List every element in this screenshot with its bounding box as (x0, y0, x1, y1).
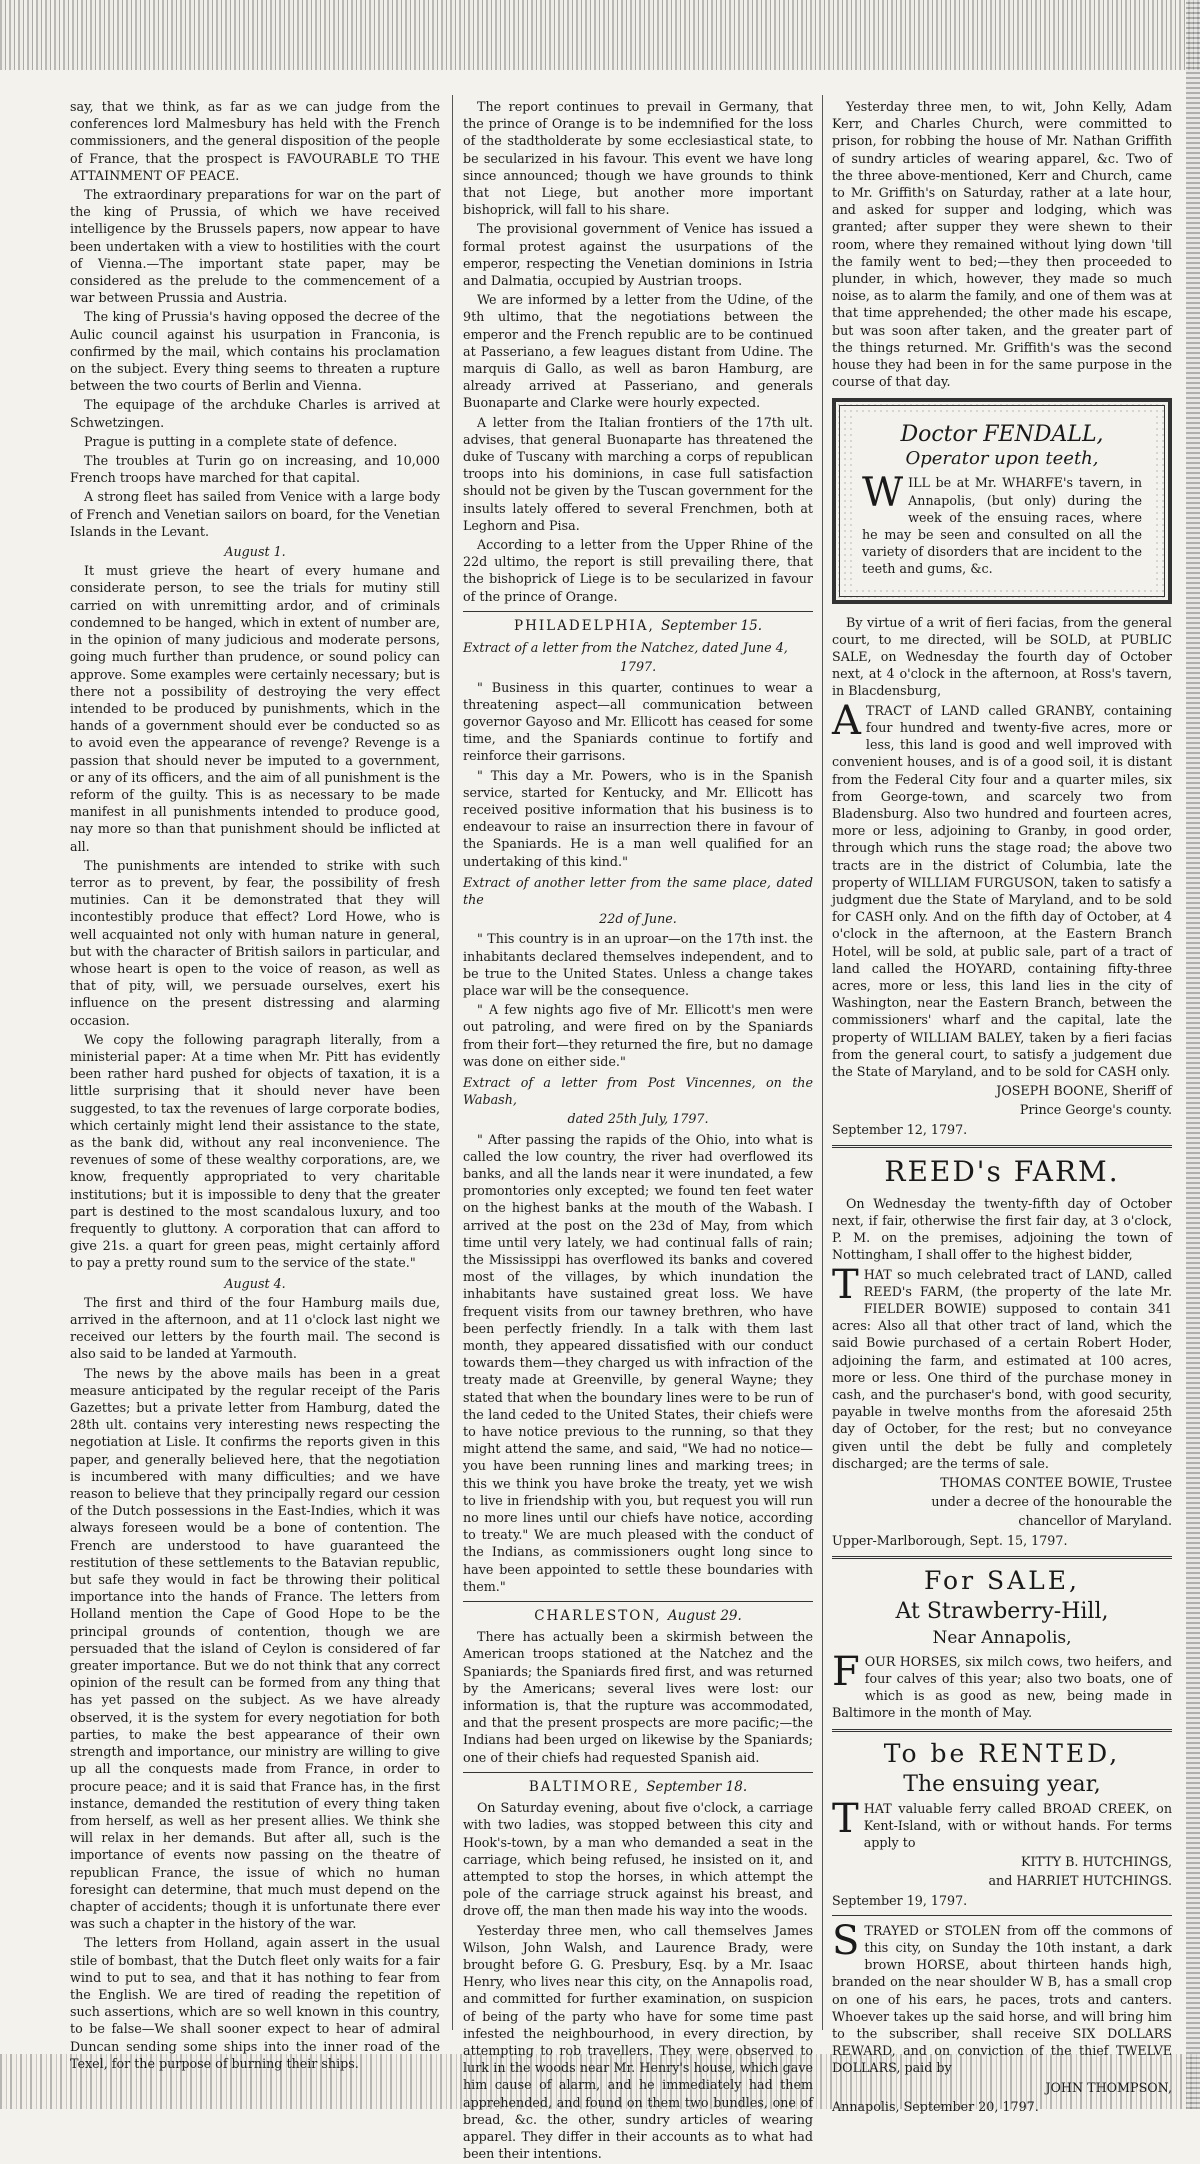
ad-body (862, 470, 1142, 577)
ad-date: September 12, 1797. (832, 1121, 968, 1137)
paragraph: On Saturday evening, about five o'clock, a carriage with two ladies, was stopped between this city and Hook's-town, by a man who demanded a seat in the carriage, which being refused, he insisted on it, and attempted to stop the horses, in which attempt the pole of the carriage struck against his breast, and drove off, the man then made his way into the woods. (463, 1800, 813, 1919)
column-rule-2 (822, 95, 823, 2030)
paragraph: There has actually been a skirmish between the American troops stationed at the Natchez and the Spaniards; the Spaniards fired first, and was returned by the Americans; several lives were lost: our information is, that the rupture was accommodated, and that the present prospects are more pacific;—the Indians had been urged on likewise by the Spaniards; one of their chiefs had requested Spanish aid. (463, 1629, 813, 1765)
paragraph: The provisional government of Venice has issued a formal protest against the usurpations of the emperor, respecting the Venetian dominions in Istria and Dalmatia, occupied by Austrian troops. (463, 221, 813, 289)
signature: THOMAS CONTEE BOWIE, Trustee (940, 1475, 1172, 1491)
section-date: August 1. (224, 544, 286, 560)
signature-title: Prince George's county. (1019, 1102, 1172, 1118)
ad-date: September 19, 1797. (832, 1892, 968, 1908)
ad-date: Annapolis, September 20, 1797. (832, 2098, 1039, 2114)
ad-body (832, 1917, 1172, 2077)
signature-title: under a decree of the honourable the (931, 1494, 1172, 1510)
ad-subtitle: The ensuing year, (903, 1771, 1101, 1797)
column-middle (463, 98, 813, 2164)
ad-body (832, 1648, 1172, 1722)
ad-doctor-fendall-inner (852, 414, 1152, 587)
paragraph: According to a letter from the Upper Rhine of the 22d ultimo, the report is still prevailing there, that the bishoprick of Liege is to be secularized in favour of the prince of Orange. (463, 537, 813, 604)
extract-date: 1797. (619, 659, 657, 675)
ad-body-text: TRACT of LAND called GRANBY, containing four hundred and twenty-five acres, more or less, this land is good and well improved with convenient houses, and is of a good soil, it is distant from the Federal City four and a quarter miles, six from George-town, and scarcely two from Bladensburg. Also two hundred and fourteen acres, more or less, adjoining to Granby, in good order, through which runs the stage road; the above two tracts are in the district of Columbia, late the property of WILLIAM FURGUSON, taken to satisfy a judgment due the State of Maryland, and to be sold for CASH only. And on the fifth day of October, at 4 o'clock in the afternoon, at the Eastern Branch Hotel, will be sold, at public sale, part of a tract of land called the HOYARD, containing fifty-three acres, more or less, this land lies in the city of Washington, near the Eastern Branch, between the commissioners' wharf and the capital, late the property of WILLIAM BALEY, taken by a fieri facias from the general court, to satisfy a judgement due the State of Maryland, and to be sold for CASH only. (832, 702, 1172, 1079)
paragraph: " This day a Mr. Powers, who is in the Spanish service, started for Kentucky, and Mr. Ellicott has received positive information that his business is to endeavour to raise an insurrection there in favour of the Spaniards. He is a man well qualified for an undertaking of this kind." (463, 767, 813, 869)
paragraph: The report continues to prevail in Germany, that the prince of Orange is to be indemnified for the loss of the stadtholderate by some ecclesiastical state, to be secularized in his favour. This event we have long since announced; though we have grounds to think that not Liege, but another more important bishoprick, will fall to his share. (463, 99, 813, 218)
divider (463, 1772, 813, 1773)
ad-title: To be RENTED, (883, 1738, 1121, 1768)
ad-body-text: HAT so much celebrated tract of LAND, called REED's FARM, (the property of the late Mr. FIELDER BOWIE) supposed to contain 341 acres: Also all that other tract of land, which the said Bowie purchased of a certain Robert Hoder, adjoining the farm, and estimated at 100 acres, more or less. One third of the purchase money in cash, and the purchaser's bond, with good security, payable in twelve months from the aforesaid 25th day of October, for the rest; but no conveyance given until the debt be fully and completely discharged; are the terms of sale. (832, 1266, 1172, 1471)
dateline-date: August 29. (667, 1608, 742, 1625)
paragraph: The punishments are intended to strike with such terror as to prevent, by fear, the possibility of fresh mutinies. Can it be demonstrated that they will incontestibly produce that effect? Lord Howe, who is well acquainted not only with human nature in general, but with the character of British sailors in particular, and whose heart is open to the voice of reason, as well as that of pity, will, we persuade ourselves, exert his influence on the present distressing and alarming occasion. (70, 857, 440, 1028)
dateline-baltimore (463, 1779, 813, 1796)
signature: JOSEPH BOONE, Sheriff of (996, 1083, 1172, 1099)
column-left (70, 98, 440, 2074)
paragraph: Yesterday three men, who call themselves James Wilson, John Walsh, and Laurence Brady, were brought before G. G. Presbury, Esq. by a Mr. Isaac Henry, who lives near this city, on the Annapolis road, and committed for further examination, on suspicion of being of the party who have for some time past infested the neighbourhood, in every direction, by attempting to rob travellers. They were observed to lurk in the woods near Mr. Henry's house, which gave him cause of alarm, and he immediately had them apprehended, and found on them two bundles, one of bread, &c. the other, sundry articles of wearing apparel. They differ in their accounts as to what had been their intentions. (463, 1922, 813, 2162)
ad-doctor-fendall (832, 398, 1172, 603)
paragraph: The news by the above mails has been in a great measure anticipated by the regular receipt of the Paris Gazettes; but a private letter from Hamburg, dated the 28th ult. contains very interesting news respecting the negotiation at Lisle. It confirms the reports given in this paper, and generally believed here, that the negotiation is incumbered with many difficulties; and we have reason to believe that they principally regard our cession of the Dutch possessions in the East-Indies, which it was always foreseen would be a bone of contention. The French are understood to have guaranteed the restitution of these settlements to the Batavian republic, but safe they would in fact be throwing their political importance into the hands of France. The letters from Holland mention the Cape of Good Hope to be the principal grounds of contention, though we are persuaded that the island of Ceylon is considered of far greater importance. But we do not think that any correct opinion of the result can be formed from any thing that has yet passed on the subject. As we have already observed, it is the system for every negotiation for both parties, to make the best appearance of their own strength and importance, our ministry are willing to give up all the conquests made from France, in order to procure peace; and it is said that France has, in the first instance, demanded the restitution of every thing taken from herself, as well as her present allies. We think she will relax in her demands. But after all, such is the importance of events now passing on the theatre of republican France, the issue of which no human foresight can determine, that much must depend on the chapter of accidents; though it is unfortunate there ever was such a chapter in the history of the war. (70, 1365, 440, 1932)
paragraph: " This country is in an uproar—on the 17th inst. the inhabitants declared themselves independent, and to be true to the United States. Unless a change takes place war will be the consequence. (463, 931, 813, 998)
section-date: August 4. (224, 1275, 286, 1291)
drop-cap: W (862, 470, 904, 517)
paragraph: Yesterday three men, to wit, John Kelly, Adam Kerr, and Charles Church, were committed to prison, for robbing the house of Mr. Nathan Griffith of sundry articles of wearing apparel, &c. Two of the three above-mentioned, Kerr and Church, came to Mr. Griffith's on Saturday, rather at a late hour, and asked for supper and lodging, which was granted; after supper they were shewn to their room, where they remained without lying down 'till the family went to bed;—they then proceeded to plunder, in which, however, they made so much noise, as to alarm the family, and one of them was at that time apprehended; the other made his escape, but was soon after taken, and the greater part of the things returned. Mr. Griffith's was the second house they had been in for the same purpose in the course of that day. (832, 99, 1172, 390)
extract-heading: Extract of a letter from Post Vincennes, on the Wabash, (463, 1074, 813, 1108)
paragraph: The king of Prussia's having opposed the decree of the Aulic council against his usurpation in Franconia, is confirmed by the mail, which contains his proclamation on the subject. Every thing seems to threaten a rupture between the two courts of Berlin and Vienna. (70, 309, 440, 394)
paragraph: The extraordinary preparations for war on the part of the king of Prussia, of which we have received intelligence by the Brussels papers, now appear to have been undertaken with a view to hostilities with the court of Vienna.—The important state paper, may be considered as the prelude to the commencement of a war between Prussia and Austria. (70, 187, 440, 306)
drop-cap: F (832, 1648, 860, 1695)
dateline-city: CHARLESTON, (534, 1608, 662, 1625)
signature: and HARRIET HUTCHINGS. (988, 1873, 1172, 1889)
drop-cap: T (832, 1261, 859, 1308)
ad-title: For SALE, (924, 1565, 1080, 1595)
divider (832, 1145, 1172, 1148)
drop-cap: S (832, 1917, 860, 1964)
ad-sheriff-sale-body (832, 697, 1172, 1080)
divider (832, 1556, 1172, 1559)
signature-title: chancellor of Maryland. (1018, 1513, 1172, 1529)
dateline-city: PHILADELPHIA, (513, 617, 655, 634)
scan-edge-top (0, 0, 1200, 70)
paragraph: We copy the following paragraph literally, from a ministerial paper: At a time when Mr. Pitt has evidently been rather hard pushed for objects of taxation, it is a little surprising that it should never have been suggested, to tax the revenues of large corporate bodies, which certainly might lend their assistance to the state, as the bank did, without any real inconvenience. The revenues of some of these wealthy corporations, are, we know, frequently appropriated to very charitable institutions; but it is impossible to deny that the greater part is destined to the most scandalous luxury, and too frequently to gluttony. A corporation that can afford to give 21s. a quart for green peas, might certainly afford to pay a pretty round sum to the service of the state." (70, 1031, 440, 1271)
ad-subtitle: At Strawberry-Hill, (895, 1598, 1109, 1624)
divider (463, 1601, 813, 1602)
ad-body-text: HAT valuable ferry called BROAD CREEK, on Kent-Island, with or without hands. For terms apply to (863, 1800, 1172, 1851)
drop-cap: A (832, 697, 861, 744)
dateline-date: September 18. (646, 1778, 748, 1795)
ad-subtitle: Near Annapolis, (932, 1627, 1072, 1648)
paragraph: The equipage of the archduke Charles is arrived at Schwetzingen. (70, 397, 440, 430)
dateline-city: BALTIMORE, (528, 1778, 640, 1795)
ad-title: Doctor FENDALL, (900, 422, 1104, 448)
paragraph: The first and third of the four Hamburg mails due, arrived in the afternoon, and at 11 o'clock last night we received our letters by the fourth mail. The second is also said to be landed at Yarmouth. (70, 1294, 440, 1362)
paragraph: It must grieve the heart of every humane and considerate person, to see the trials for mutiny still carried on with unremitting ardor, and of criminals condemned to be hanged, which in extent of number are, in the opinion of many judicious and moderate persons, going much further than prudence, or sound policy can approve. Some examples were certainly necessary; but is there not a possibility of destroying the very effect intended to be produced by punishments, which in the hands of a government should ever be conducted so as to avoid even the appearance of revenge? Revenge is a passion that should never be imputed to a government, or any of its officers, and the aim of all punishment is the reform of the guilty. This is as necessary to be made manifest in all punishments intended to produce good, nay more so than that punishment should be inflicted at all. (70, 563, 440, 854)
column-rule-1 (452, 95, 453, 2030)
ad-body-text: TRAYED or STOLEN from off the commons of this city, on Sunday the 10th instant, a dark brown HORSE, about thirteen hands high, branded on the near shoulder W B, has a small crop on one of his ears, he paces, trots and canters. Whoever takes up the said horse, and will bring him to the subscriber, shall receive SIX DOLLARS REWARD, and on conviction of the thief TWELVE DOLLARS, paid by (832, 1922, 1172, 2076)
paragraph: " A few nights ago five of Mr. Ellicott's men were out patroling, and were fired on by the Spaniards from their fort—they returned the fire, but no damage was done on either side." (463, 1002, 813, 1069)
divider (832, 1915, 1172, 1916)
paragraph: say, that we think, as far as we can judge from the conferences lord Malmesbury has held with the French commissioners, and the general disposition of the people of France, that the prospect is FAVOURABLE TO THE ATTAINMENT OF PEACE. (70, 99, 440, 183)
divider (463, 611, 813, 612)
ad-body-text: OUR HORSES, six milch cows, two heifers, and four calves of this year; also two boats, one of which is as good as new, being made in Baltimore in the month of May. (832, 1653, 1172, 1721)
extract-heading: Extract of a letter from the Natchez, dated June 4, (463, 640, 788, 656)
signature: JOHN THOMPSON, (1045, 2079, 1172, 2095)
paragraph: A strong fleet has sailed from Venice with a large body of French and Venetian sailors on board, for the Venetian Islands in the Levant. (70, 489, 440, 539)
paragraph: The troubles at Turin go on increasing, and 10,000 French troops have marched for that capital. (70, 453, 440, 486)
paragraph: We are informed by a letter from the Udine, of the 9th ultimo, that the negotiations between the emperor and the French republic are to be continued at Passeriano, a few leagues distant from Udine. The marquis di Gallo, as well as baron Hamburg, are already arrived at Passeriano, and generals Buonaparte and Clarke were hourly expected. (463, 292, 813, 411)
dateline-date: September 15. (661, 617, 763, 634)
ad-subtitle: Operator upon teeth, (905, 448, 1099, 470)
paragraph: Prague is putting in a complete state of defence. (84, 433, 398, 449)
dateline-philadelphia (463, 618, 813, 635)
ad-sheriff-sale-intro: By virtue of a writ of fieri facias, from the general court, to me directed, will be SOLD, at PUBLIC SALE, on Wednesday the fourth day of October next, at 4 o'clock in the afternoon, at Ross's tavern, in Blacdensburg, (832, 614, 1172, 699)
ad-date: Upper-Marlborough, Sept. 15, 1797. (832, 1532, 1068, 1548)
column-right (832, 98, 1172, 2117)
dateline-charleston (463, 1608, 813, 1625)
drop-cap: T (832, 1795, 859, 1842)
paragraph: " Business in this quarter, continues to wear a threatening aspect—all communication between governor Gayoso and Mr. Ellicott has ceased for some time, and the Spaniards continue to fortify and reinforce their garrisons. (463, 679, 813, 764)
divider (832, 1729, 1172, 1732)
paragraph: A letter from the Italian frontiers of the 17th ult. advises, that general Buonaparte has threatened the duke of Tuscany with marching a corps of republican troops into his dominions, in case full satisfaction should not be given by the Tuscan government for the insults lately offered to several Frenchmen, both at Leghorn and Pisa. (463, 414, 813, 533)
ad-body (832, 1261, 1172, 1472)
ad-body-text: ILL be at Mr. WHARFE's tavern, in Annapolis, (but only) during the week of the ensuing races, where he may be seen and consulted on all the variety of disorders that are incident to the teeth and gums, &c. (862, 475, 1142, 577)
ad-body: On Wednesday the twenty-fifth day of October next, if fair, otherwise the first fair day, at 3 o'clock, P. M. on the premises, adjoining the town of Nottingham, I shall offer to the highest bidder, (832, 1195, 1172, 1263)
extract-heading: Extract of another letter from the same place, dated the (463, 874, 813, 907)
extract-date: dated 25th July, 1797. (567, 1111, 709, 1127)
scan-edge-right (1186, 0, 1200, 2109)
extract-date: 22d of June. (599, 911, 677, 927)
paragraph: The letters from Holland, again assert in the usual stile of bombast, that the Dutch fleet only waits for a fair wind to put to sea, and that it has nothing to fear from the English. We are tired of reading the repetition of such assertions, which are so well known in this country, to be false—We shall sooner expect to hear of admiral Duncan sending some ships into the inner road of the Texel, for the purpose of burning their ships. (70, 1935, 440, 2071)
signature: KITTY B. HUTCHINGS, (1021, 1854, 1172, 1870)
paragraph: " After passing the rapids of the Ohio, into what is called the low country, the river had overflowed its banks, and all the lands near it were inundated, a few promontories only excepted; we found ten feet water on the highest banks at the mouth of the Wabash. I arrived at the post on the 23d of May, from which time until very lately, we had continual falls of rain; the Mississippi has overflowed its banks and covered most of the villages, by which inundation the inhabitants have sustained great loss. We have frequent visits from our tawney brethren, who have been perfectly friendly. In a talk with them last month, they appeared dissatisfied with our conduct towards them—they charged us with infraction of the treaty made at Greenville, by general Wayne; they stated that when the boundary lines were to be run of the land ceded to the United States, their chiefs were to have notice previous to the running, so that they might attend the same, and said, "We had no notice—you have been running lines and marking trees; in this we think you have broke the treaty, yet we wish to live in friendship with you, but request you will run no more lines until our chiefs have notice, according to treaty." We are much pleased with the conduct of the Indians, as commissioners ought long since to have been appointed to settle these boundaries with them." (463, 1131, 813, 1594)
ad-body (832, 1795, 1172, 1852)
ad-title: REED's FARM. (884, 1154, 1120, 1188)
